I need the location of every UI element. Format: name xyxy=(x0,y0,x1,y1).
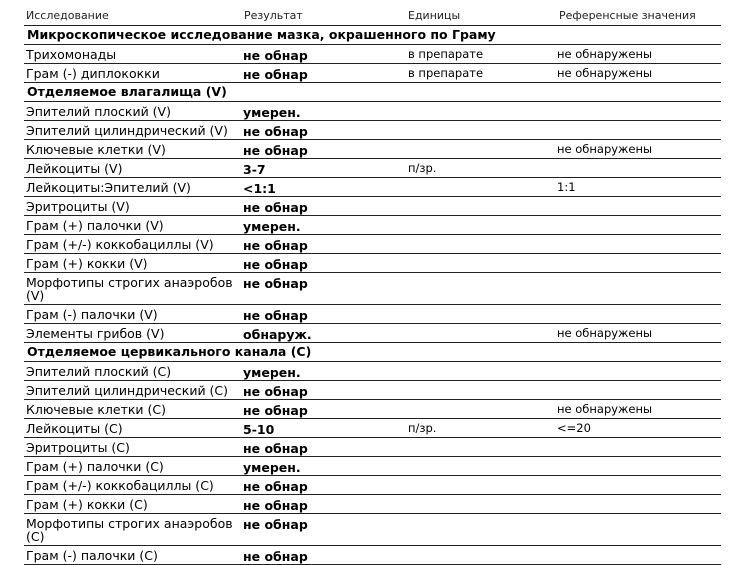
test-reference xyxy=(557,438,721,440)
test-units xyxy=(408,121,557,123)
test-reference: <=20 xyxy=(557,421,591,435)
test-name: Грам (+) кокки (C) xyxy=(26,497,148,512)
test-result: не обнар xyxy=(243,67,308,82)
test-name: Элементы грибов (V) xyxy=(26,326,165,341)
test-reference xyxy=(557,476,721,478)
test-result: 5-10 xyxy=(243,422,275,437)
test-reference: не обнаружены xyxy=(557,47,653,61)
test-name: Эпителий плоский (V) xyxy=(26,104,171,119)
table-row xyxy=(24,197,721,216)
test-name: Грам (+) палочки (C) xyxy=(26,459,164,474)
test-units xyxy=(408,273,557,275)
table-row xyxy=(24,381,721,400)
test-name: Эритроциты (V) xyxy=(26,199,130,214)
table-row xyxy=(24,45,721,64)
test-name: Грам (-) палочки (C) xyxy=(26,548,158,563)
test-name: Грам (+) кокки (V) xyxy=(26,256,148,271)
test-name: Грам (-) диплококки xyxy=(26,66,160,81)
test-name: Лейкоциты:Эпителий (V) xyxy=(26,180,191,195)
test-name: Грам (-) палочки (V) xyxy=(26,307,158,322)
test-units xyxy=(408,178,557,180)
test-units xyxy=(408,514,557,516)
column-header-result: Результат xyxy=(244,9,303,22)
table-row xyxy=(24,102,721,121)
table-row xyxy=(24,324,721,343)
test-units xyxy=(408,362,557,364)
test-units: в препарате xyxy=(408,47,484,61)
test-result: не обнар xyxy=(243,143,308,158)
test-result: умерен. xyxy=(243,105,301,120)
test-result: не обнар xyxy=(243,276,308,291)
table-row xyxy=(24,235,721,254)
test-result: не обнар xyxy=(243,238,308,253)
test-name: Эритроциты (C) xyxy=(26,440,130,455)
test-result: не обнар xyxy=(243,498,308,513)
test-reference: 1:1 xyxy=(557,180,576,194)
test-reference xyxy=(557,381,721,383)
test-units xyxy=(408,381,557,383)
test-reference xyxy=(557,273,721,275)
test-reference xyxy=(557,495,721,497)
test-reference xyxy=(557,514,721,516)
test-reference xyxy=(557,121,721,123)
section-title: Отделяемое влагалища (V) xyxy=(24,83,721,102)
column-header-reference: Референсные значения xyxy=(559,9,696,22)
test-units xyxy=(408,235,557,237)
test-result: не обнар xyxy=(243,517,308,532)
test-name: Морфотипы строгих анаэробов (C) xyxy=(26,516,233,544)
test-reference xyxy=(557,216,721,218)
test-result: не обнар xyxy=(243,549,308,564)
table-row xyxy=(24,457,721,476)
table-row xyxy=(24,400,721,419)
table-row xyxy=(24,476,721,495)
table-row xyxy=(24,514,721,546)
test-name: Эпителий плоский (C) xyxy=(26,364,172,379)
test-units xyxy=(408,102,557,104)
table-row xyxy=(24,419,721,438)
test-result: не обнар xyxy=(243,384,308,399)
test-reference xyxy=(557,362,721,364)
test-reference: не обнаружены xyxy=(557,142,653,156)
test-units xyxy=(408,438,557,440)
test-units xyxy=(408,324,557,326)
test-name: Лейкоциты (V) xyxy=(26,161,123,176)
test-name: Грам (+) палочки (V) xyxy=(26,218,164,233)
test-reference: не обнаружены xyxy=(557,66,653,80)
test-result: не обнар xyxy=(243,48,308,63)
test-result: <1:1 xyxy=(243,181,276,196)
table-row xyxy=(24,121,721,140)
test-units xyxy=(408,495,557,497)
test-result: 3-7 xyxy=(243,162,266,177)
test-result: не обнар xyxy=(243,257,308,272)
test-result: не обнар xyxy=(243,441,308,456)
section-title: Отделяемое цервикального канала (C) xyxy=(24,343,721,362)
test-reference xyxy=(557,197,721,199)
table-row xyxy=(24,254,721,273)
test-units xyxy=(408,140,557,142)
test-result: не обнар xyxy=(243,308,308,323)
test-units xyxy=(408,476,557,478)
test-result: не обнар xyxy=(243,124,308,139)
test-reference: не обнаружены xyxy=(557,402,653,416)
test-units: п/зр. xyxy=(408,421,437,435)
test-name: Морфотипы строгих анаэробов (V) xyxy=(26,275,233,303)
test-reference xyxy=(557,305,721,307)
table-row xyxy=(24,216,721,235)
table-row xyxy=(24,495,721,514)
test-name: Лейкоциты (C) xyxy=(26,421,123,436)
test-name: Ключевые клетки (V) xyxy=(26,142,166,157)
test-result: умерен. xyxy=(243,365,301,380)
test-name: Трихомонады xyxy=(26,47,117,62)
test-result: обнаруж. xyxy=(243,327,312,342)
test-units: п/зр. xyxy=(408,161,437,175)
test-result: умерен. xyxy=(243,460,301,475)
table-row xyxy=(24,546,721,565)
test-units xyxy=(408,216,557,218)
table-row xyxy=(24,178,721,197)
test-result: не обнар xyxy=(243,479,308,494)
section-title: Микроскопическое исследование мазка, окрашенного по Граму xyxy=(24,26,721,45)
column-header-units: Единицы xyxy=(408,9,461,22)
lab-results-table xyxy=(24,6,721,565)
test-units xyxy=(408,254,557,256)
test-units xyxy=(408,305,557,307)
test-result: не обнар xyxy=(243,403,308,418)
test-name: Грам (+/-) коккобациллы (C) xyxy=(26,478,214,493)
test-reference xyxy=(557,254,721,256)
test-units xyxy=(408,400,557,402)
table-body xyxy=(24,26,721,565)
test-reference xyxy=(557,235,721,237)
table-row xyxy=(24,140,721,159)
table-row xyxy=(24,305,721,324)
test-units xyxy=(408,546,557,548)
test-name: Эпителий цилиндрический (V) xyxy=(26,123,228,138)
test-reference: не обнаружены xyxy=(557,326,653,340)
test-units xyxy=(408,457,557,459)
test-name: Грам (+/-) коккобациллы (V) xyxy=(26,237,214,252)
test-reference xyxy=(557,159,721,161)
table-row xyxy=(24,159,721,178)
test-units xyxy=(408,197,557,199)
table-row xyxy=(24,438,721,457)
test-reference xyxy=(557,102,721,104)
test-reference xyxy=(557,546,721,548)
table-row xyxy=(24,362,721,381)
test-reference xyxy=(557,457,721,459)
test-name: Ключевые клетки (C) xyxy=(26,402,167,417)
table-row xyxy=(24,273,721,305)
test-units: в препарате xyxy=(408,66,484,80)
table-header xyxy=(24,6,721,26)
column-header-study: Исследование xyxy=(26,9,109,22)
test-name: Эпителий цилиндрический (C) xyxy=(26,383,229,398)
test-result: не обнар xyxy=(243,200,308,215)
table-row xyxy=(24,64,721,83)
test-result: умерен. xyxy=(243,219,301,234)
